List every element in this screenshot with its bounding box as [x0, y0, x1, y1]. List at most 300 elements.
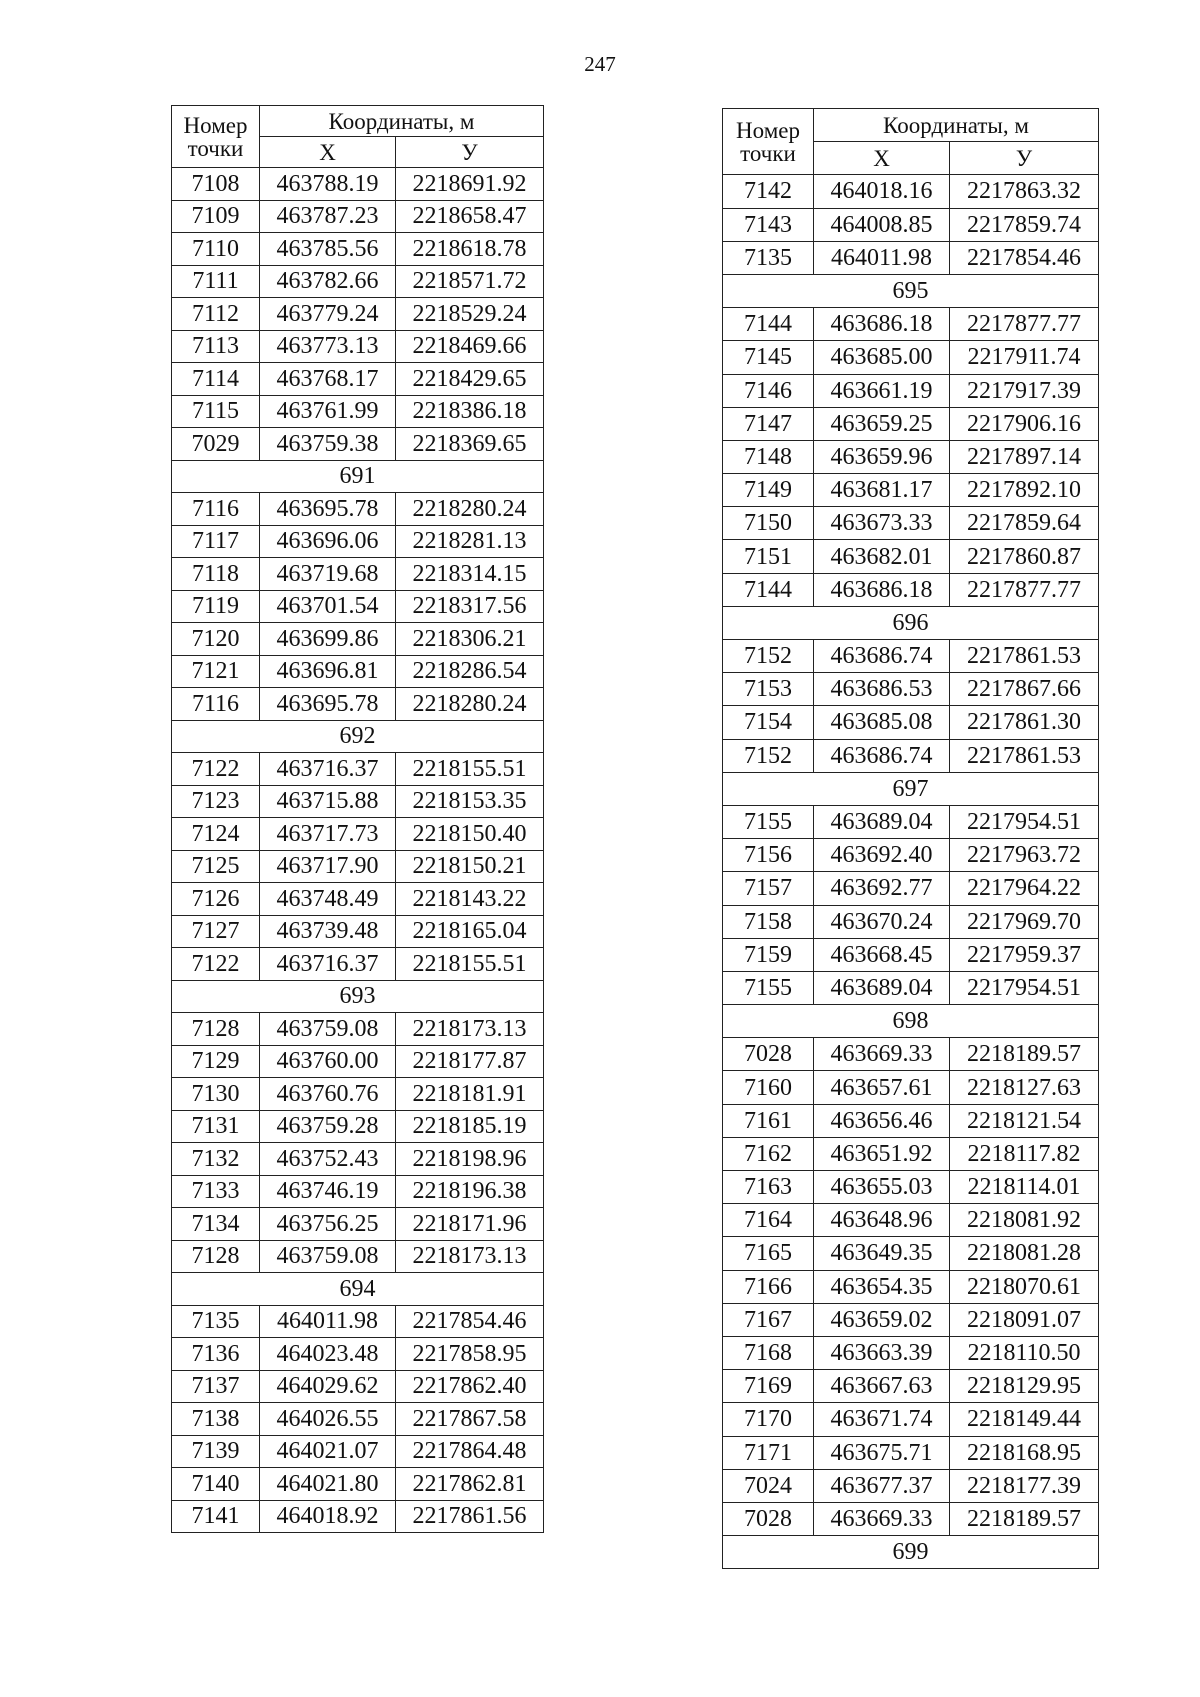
- x-coordinate: 463651.92: [814, 1137, 950, 1170]
- y-coordinate: 2218117.82: [950, 1137, 1099, 1170]
- point-number: 7135: [172, 1305, 260, 1338]
- point-number: 7122: [172, 948, 260, 981]
- x-coordinate: 463759.08: [260, 1013, 396, 1046]
- table-row: [723, 905, 1099, 938]
- x-coordinate: 464021.07: [260, 1435, 396, 1468]
- point-number: 7156: [723, 839, 814, 872]
- point-number: 7119: [172, 590, 260, 623]
- y-coordinate: 2217858.95: [396, 1338, 544, 1371]
- x-coordinate: 463788.19: [260, 168, 396, 201]
- section-row: [172, 980, 544, 1013]
- y-coordinate: 2218070.61: [950, 1270, 1099, 1303]
- x-coordinate: 463746.19: [260, 1175, 396, 1208]
- header-text: Номер: [736, 117, 800, 143]
- point-number: 7130: [172, 1078, 260, 1111]
- x-coordinate: 463752.43: [260, 1143, 396, 1176]
- x-coordinate: 464018.92: [260, 1500, 396, 1533]
- x-header: X: [814, 142, 950, 175]
- point-number: 7161: [723, 1104, 814, 1137]
- table-row: [172, 1175, 544, 1208]
- y-coordinate: 2218280.24: [396, 688, 544, 721]
- table-row: [723, 1370, 1099, 1403]
- section-number: 692: [172, 720, 544, 753]
- point-number: 7168: [723, 1336, 814, 1369]
- y-coordinate: 2217897.14: [950, 440, 1099, 473]
- table-row: [172, 915, 544, 948]
- x-coordinate: 463659.25: [814, 407, 950, 440]
- point-number: 7167: [723, 1303, 814, 1336]
- x-coordinate: 463670.24: [814, 905, 950, 938]
- y-coordinate: 2218127.63: [950, 1071, 1099, 1104]
- table-row: [723, 1038, 1099, 1071]
- table-row: [172, 298, 544, 331]
- x-coordinate: 464011.98: [814, 241, 950, 274]
- x-coordinate: 463759.38: [260, 428, 396, 461]
- header-text: точки: [740, 140, 796, 166]
- y-coordinate: 2218314.15: [396, 558, 544, 591]
- x-coordinate: 464008.85: [814, 208, 950, 241]
- y-coordinate: 2217861.30: [950, 706, 1099, 739]
- table-row: [723, 1336, 1099, 1369]
- table-row: [172, 363, 544, 396]
- table-row: [172, 688, 544, 721]
- table-row: [172, 558, 544, 591]
- point-number: 7121: [172, 655, 260, 688]
- table-row: [723, 805, 1099, 838]
- y-coordinate: 2217954.51: [950, 805, 1099, 838]
- x-coordinate: 463686.74: [814, 739, 950, 772]
- y-coordinate: 2217867.66: [950, 673, 1099, 706]
- table-row: [172, 168, 544, 201]
- section-number: 697: [723, 772, 1099, 805]
- x-coordinate: 463760.00: [260, 1045, 396, 1078]
- table-row: [723, 1104, 1099, 1137]
- table-row: [172, 948, 544, 981]
- y-coordinate: 2218173.13: [396, 1240, 544, 1273]
- x-coordinate: 463719.68: [260, 558, 396, 591]
- point-number: 7138: [172, 1403, 260, 1436]
- table-row: [723, 1270, 1099, 1303]
- point-number: 7141: [172, 1500, 260, 1533]
- table-header: [172, 106, 544, 168]
- table-row: [723, 1071, 1099, 1104]
- x-header: X: [260, 137, 396, 168]
- y-coordinate: 2218114.01: [950, 1171, 1099, 1204]
- table-row: [172, 200, 544, 233]
- x-coordinate: 463686.53: [814, 673, 950, 706]
- y-coordinate: 2217861.53: [950, 739, 1099, 772]
- table-row: [723, 308, 1099, 341]
- x-coordinate: 463785.56: [260, 233, 396, 266]
- y-coordinate: 2218155.51: [396, 948, 544, 981]
- x-coordinate: 463748.49: [260, 883, 396, 916]
- point-number: 7120: [172, 623, 260, 656]
- table-row: [172, 1110, 544, 1143]
- table-row: [723, 1303, 1099, 1336]
- point-number: 7155: [723, 971, 814, 1004]
- y-coordinate: 2218280.24: [396, 493, 544, 526]
- y-coordinate: 2218155.51: [396, 753, 544, 786]
- y-coordinate: 2218386.18: [396, 395, 544, 428]
- point-number: 7140: [172, 1468, 260, 1501]
- x-coordinate: 463668.45: [814, 938, 950, 971]
- x-coordinate: 463696.81: [260, 655, 396, 688]
- table-row: [172, 330, 544, 363]
- y-coordinate: 2218196.38: [396, 1175, 544, 1208]
- x-coordinate: 463692.40: [814, 839, 950, 872]
- x-coordinate: 463667.63: [814, 1370, 950, 1403]
- y-coordinate: 2218177.39: [950, 1469, 1099, 1502]
- table-row: [723, 640, 1099, 673]
- y-coordinate: 2217954.51: [950, 971, 1099, 1004]
- x-coordinate: 463686.18: [814, 573, 950, 606]
- y-coordinate: 2218529.24: [396, 298, 544, 331]
- section-row: [172, 720, 544, 753]
- x-coordinate: 463695.78: [260, 688, 396, 721]
- table-row: [172, 1208, 544, 1241]
- point-number: 7153: [723, 673, 814, 706]
- y-coordinate: 2218143.22: [396, 883, 544, 916]
- y-coordinate: 2218189.57: [950, 1502, 1099, 1535]
- section-row: [723, 606, 1099, 639]
- table-row: [723, 872, 1099, 905]
- x-coordinate: 463663.39: [814, 1336, 950, 1369]
- point-number: 7118: [172, 558, 260, 591]
- x-coordinate: 463686.18: [814, 308, 950, 341]
- y-coordinate: 2218571.72: [396, 265, 544, 298]
- y-coordinate: 2217864.48: [396, 1435, 544, 1468]
- section-number: 695: [723, 274, 1099, 307]
- point-number: 7151: [723, 540, 814, 573]
- table-row: [723, 1403, 1099, 1436]
- point-number-header: [172, 106, 260, 168]
- table-row: [172, 1013, 544, 1046]
- y-coordinate: 2217959.37: [950, 938, 1099, 971]
- table-row: [172, 1305, 544, 1338]
- x-coordinate: 464011.98: [260, 1305, 396, 1338]
- x-coordinate: 463655.03: [814, 1171, 950, 1204]
- table-row: [172, 1500, 544, 1533]
- table-row: [723, 1137, 1099, 1170]
- table-row: [172, 623, 544, 656]
- y-coordinate: 2218281.13: [396, 525, 544, 558]
- point-number: 7126: [172, 883, 260, 916]
- coordinates-table-left: [171, 105, 544, 1533]
- section-row: [723, 1536, 1099, 1569]
- point-number: 7134: [172, 1208, 260, 1241]
- x-coordinate: 463685.00: [814, 341, 950, 374]
- x-coordinate: 463787.23: [260, 200, 396, 233]
- y-coordinate: 2218658.47: [396, 200, 544, 233]
- point-number: 7028: [723, 1038, 814, 1071]
- table-row: [172, 1370, 544, 1403]
- y-coordinate: 2218121.54: [950, 1104, 1099, 1137]
- x-coordinate: 463699.86: [260, 623, 396, 656]
- x-coordinate: 463716.37: [260, 948, 396, 981]
- table-row: [172, 493, 544, 526]
- table-row: [172, 265, 544, 298]
- y-coordinate: 2218153.35: [396, 785, 544, 818]
- y-coordinate: 2218110.50: [950, 1336, 1099, 1369]
- y-coordinate: 2217877.77: [950, 573, 1099, 606]
- y-coordinate: 2218469.66: [396, 330, 544, 363]
- table-row: [172, 1468, 544, 1501]
- point-number: 7143: [723, 208, 814, 241]
- section-row: [723, 1005, 1099, 1038]
- y-coordinate: 2218185.19: [396, 1110, 544, 1143]
- x-coordinate: 463779.24: [260, 298, 396, 331]
- y-coordinate: 2218168.95: [950, 1436, 1099, 1469]
- x-coordinate: 464026.55: [260, 1403, 396, 1436]
- section-number: 696: [723, 606, 1099, 639]
- section-number: 693: [172, 980, 544, 1013]
- y-coordinate: 2217917.39: [950, 374, 1099, 407]
- table-row: [723, 706, 1099, 739]
- table-row: [723, 938, 1099, 971]
- y-coordinate: 2218081.28: [950, 1237, 1099, 1270]
- table-row: [172, 395, 544, 428]
- table-row: [723, 739, 1099, 772]
- table-row: [723, 1171, 1099, 1204]
- table-row: [172, 233, 544, 266]
- point-number: 7113: [172, 330, 260, 363]
- point-number: 7029: [172, 428, 260, 461]
- x-coordinate: 463760.76: [260, 1078, 396, 1111]
- table-row: [172, 525, 544, 558]
- point-number: 7166: [723, 1270, 814, 1303]
- point-number: 7112: [172, 298, 260, 331]
- table-row: [723, 341, 1099, 374]
- x-coordinate: 463716.37: [260, 753, 396, 786]
- y-coordinate: 2218150.21: [396, 850, 544, 883]
- y-coordinate: 2218165.04: [396, 915, 544, 948]
- table-body: [172, 168, 544, 1533]
- x-coordinate: 463656.46: [814, 1104, 950, 1137]
- point-number: 7128: [172, 1240, 260, 1273]
- table-row: [723, 407, 1099, 440]
- y-coordinate: 2218129.95: [950, 1370, 1099, 1403]
- x-coordinate: 463739.48: [260, 915, 396, 948]
- x-coordinate: 463659.96: [814, 440, 950, 473]
- y-coordinate: 2218286.54: [396, 655, 544, 688]
- section-number: 691: [172, 460, 544, 493]
- point-number: 7123: [172, 785, 260, 818]
- y-coordinate: 2218177.87: [396, 1045, 544, 1078]
- table-row: [172, 428, 544, 461]
- point-number: 7136: [172, 1338, 260, 1371]
- table-header: [723, 109, 1099, 175]
- table-row: [172, 1403, 544, 1436]
- y-coordinate: 2217859.74: [950, 208, 1099, 241]
- section-row: [172, 460, 544, 493]
- y-coordinate: 2217863.32: [950, 175, 1099, 208]
- point-number: 7148: [723, 440, 814, 473]
- table-row: [723, 1469, 1099, 1502]
- point-number: 7154: [723, 706, 814, 739]
- table-row: [172, 850, 544, 883]
- header-text: Номер: [183, 112, 248, 138]
- point-number: 7160: [723, 1071, 814, 1104]
- x-coordinate: 463677.37: [814, 1469, 950, 1502]
- x-coordinate: 463756.25: [260, 1208, 396, 1241]
- point-number: 7162: [723, 1137, 814, 1170]
- y-coordinate: 2217906.16: [950, 407, 1099, 440]
- point-number: 7127: [172, 915, 260, 948]
- point-number: 7158: [723, 905, 814, 938]
- y-coordinate: 2218691.92: [396, 168, 544, 201]
- x-coordinate: 463701.54: [260, 590, 396, 623]
- x-coordinate: 463689.04: [814, 971, 950, 1004]
- y-coordinate: 2217969.70: [950, 905, 1099, 938]
- y-coordinate: 2218081.92: [950, 1204, 1099, 1237]
- x-coordinate: 463782.66: [260, 265, 396, 298]
- x-coordinate: 463682.01: [814, 540, 950, 573]
- y-coordinate: 2218173.13: [396, 1013, 544, 1046]
- table-row: [172, 1435, 544, 1468]
- table-row: [172, 655, 544, 688]
- point-number: 7114: [172, 363, 260, 396]
- table-row: [723, 673, 1099, 706]
- table-row: [172, 590, 544, 623]
- point-number: 7137: [172, 1370, 260, 1403]
- x-coordinate: 463715.88: [260, 785, 396, 818]
- section-row: [723, 274, 1099, 307]
- table-row: [723, 507, 1099, 540]
- table-row: [723, 1502, 1099, 1535]
- y-coordinate: 2217861.56: [396, 1500, 544, 1533]
- x-coordinate: 463768.17: [260, 363, 396, 396]
- x-coordinate: 464023.48: [260, 1338, 396, 1371]
- header-text: точки: [187, 135, 244, 161]
- point-number: 7144: [723, 573, 814, 606]
- point-number: 7169: [723, 1370, 814, 1403]
- point-number: 7028: [723, 1502, 814, 1535]
- y-coordinate: 2218306.21: [396, 623, 544, 656]
- point-number-header: [723, 109, 814, 175]
- y-coordinate: 2217859.64: [950, 507, 1099, 540]
- section-number: 699: [723, 1536, 1099, 1569]
- point-number: 7109: [172, 200, 260, 233]
- page-number: 247: [584, 52, 616, 76]
- x-coordinate: 463759.08: [260, 1240, 396, 1273]
- point-number: 7152: [723, 739, 814, 772]
- point-number: 7163: [723, 1171, 814, 1204]
- y-coordinate: 2218198.96: [396, 1143, 544, 1176]
- point-number: 7115: [172, 395, 260, 428]
- y-coordinate: 2217964.22: [950, 872, 1099, 905]
- section-row: [172, 1273, 544, 1306]
- point-number: 7132: [172, 1143, 260, 1176]
- x-coordinate: 463692.77: [814, 872, 950, 905]
- x-coordinate: 463761.99: [260, 395, 396, 428]
- point-number: 7111: [172, 265, 260, 298]
- point-number: 7157: [723, 872, 814, 905]
- table-row: [172, 818, 544, 851]
- point-number: 7171: [723, 1436, 814, 1469]
- point-number: 7165: [723, 1237, 814, 1270]
- table-row: [723, 1237, 1099, 1270]
- x-coordinate: 463696.06: [260, 525, 396, 558]
- point-number: 7144: [723, 308, 814, 341]
- section-number: 694: [172, 1273, 544, 1306]
- y-coordinate: 2217911.74: [950, 341, 1099, 374]
- point-number: 7110: [172, 233, 260, 266]
- point-number: 7133: [172, 1175, 260, 1208]
- table-row: [172, 785, 544, 818]
- point-number: 7164: [723, 1204, 814, 1237]
- table-row: [172, 1240, 544, 1273]
- y-coordinate: 2217854.46: [396, 1305, 544, 1338]
- x-coordinate: 464018.16: [814, 175, 950, 208]
- point-number: 7139: [172, 1435, 260, 1468]
- point-number: 7155: [723, 805, 814, 838]
- point-number: 7125: [172, 850, 260, 883]
- table-row: [723, 175, 1099, 208]
- table-row: [723, 208, 1099, 241]
- table-row: [172, 753, 544, 786]
- point-number: 7122: [172, 753, 260, 786]
- table-row: [723, 440, 1099, 473]
- y-coordinate: 2217892.10: [950, 474, 1099, 507]
- x-coordinate: 463773.13: [260, 330, 396, 363]
- point-number: 7150: [723, 507, 814, 540]
- y-coordinate: 2217860.87: [950, 540, 1099, 573]
- y-coordinate: 2218171.96: [396, 1208, 544, 1241]
- point-number: 7135: [723, 241, 814, 274]
- point-number: 7124: [172, 818, 260, 851]
- y-coordinate: 2218429.65: [396, 363, 544, 396]
- x-coordinate: 463669.33: [814, 1502, 950, 1535]
- table-row: [723, 971, 1099, 1004]
- y-coordinate: 2217862.40: [396, 1370, 544, 1403]
- table-row: [172, 1078, 544, 1111]
- point-number: 7116: [172, 493, 260, 526]
- x-coordinate: 464021.80: [260, 1468, 396, 1501]
- x-coordinate: 463648.96: [814, 1204, 950, 1237]
- point-number: 7024: [723, 1469, 814, 1502]
- point-number: 7129: [172, 1045, 260, 1078]
- y-coordinate: 2218369.65: [396, 428, 544, 461]
- y-coordinate: 2217854.46: [950, 241, 1099, 274]
- y-coordinate: 2218618.78: [396, 233, 544, 266]
- point-number: 7170: [723, 1403, 814, 1436]
- point-number: 7131: [172, 1110, 260, 1143]
- table-row: [723, 474, 1099, 507]
- coordinates-header: Координаты, м: [260, 106, 544, 137]
- y-coordinate: 2217963.72: [950, 839, 1099, 872]
- y-header: У: [396, 137, 544, 168]
- y-coordinate: 2217862.81: [396, 1468, 544, 1501]
- x-coordinate: 463759.28: [260, 1110, 396, 1143]
- point-number: 7159: [723, 938, 814, 971]
- y-coordinate: 2218317.56: [396, 590, 544, 623]
- x-coordinate: 463689.04: [814, 805, 950, 838]
- table-body: [723, 175, 1099, 1569]
- x-coordinate: 463695.78: [260, 493, 396, 526]
- table-row: [723, 241, 1099, 274]
- y-coordinate: 2217877.77: [950, 308, 1099, 341]
- y-coordinate: 2218149.44: [950, 1403, 1099, 1436]
- x-coordinate: 463717.73: [260, 818, 396, 851]
- table-row: [723, 1436, 1099, 1469]
- table-row: [723, 374, 1099, 407]
- y-coordinate: 2218181.91: [396, 1078, 544, 1111]
- x-coordinate: 463669.33: [814, 1038, 950, 1071]
- x-coordinate: 463685.08: [814, 706, 950, 739]
- y-coordinate: 2218150.40: [396, 818, 544, 851]
- y-coordinate: 2218189.57: [950, 1038, 1099, 1071]
- table-row: [723, 839, 1099, 872]
